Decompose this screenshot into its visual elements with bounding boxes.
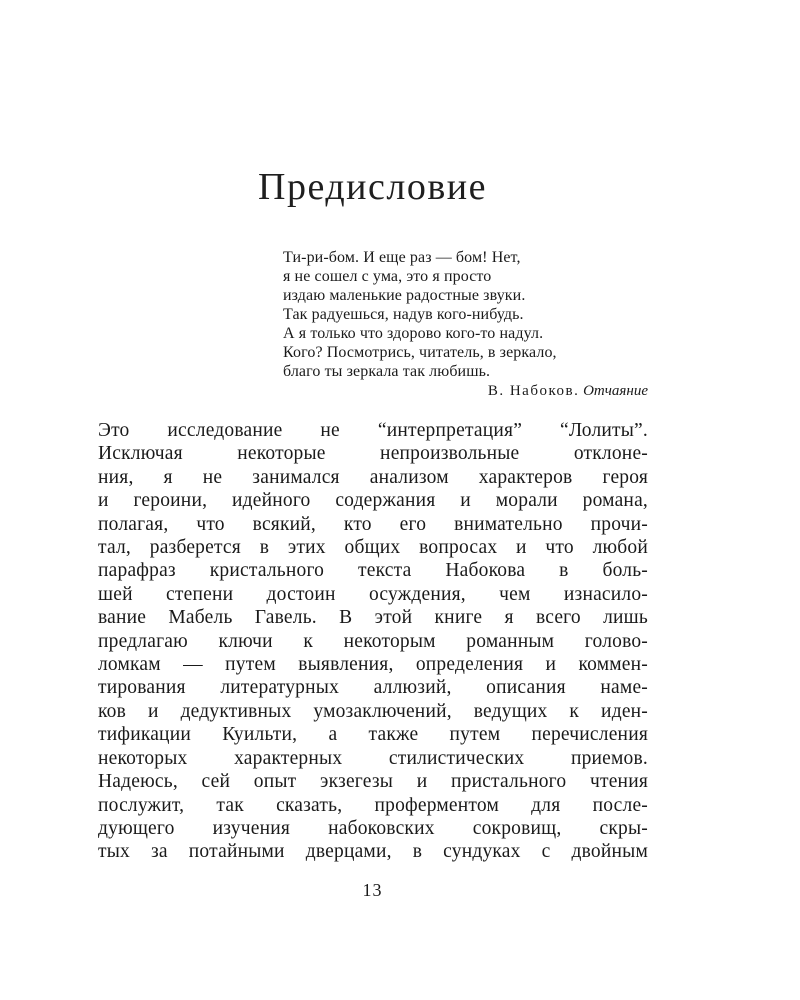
page-number: 13: [362, 880, 383, 900]
body-line: и героини, идейного содержания и морали романа,: [98, 490, 648, 512]
body-line: Надеюсь, сей опыт экзегезы и пристального чтения: [98, 771, 648, 793]
body-line: вание Мабель Гавель. В этой книге я всего лишь: [98, 607, 648, 629]
body-line: тификации Куильти, а также путем перечисления: [98, 724, 648, 746]
body-line: ния, я не занимался анализом характеров героя: [98, 466, 648, 488]
epigraph-line: я не сошел с ума, это я просто: [283, 268, 492, 285]
epigraph-line: благо ты зеркала так любишь.: [283, 363, 491, 380]
body-line: ломкам — путем выявления, определения и коммен-: [98, 654, 648, 676]
body-text: [98, 419, 648, 864]
body-line: послужит, так сказать, проферментом для после-: [98, 794, 648, 816]
body-line: тых за потайными дверцами, в сундуках с двойным: [98, 841, 648, 863]
epigraph-line: Так радуешься, надув кого-нибудь.: [283, 306, 524, 323]
epigraph-author: В. Набоков.: [487, 383, 580, 399]
body-line: дующего изучения набоковских сокровищ, скры-: [98, 817, 648, 839]
body-line: Это исследование не “интерпретация” “Лолиты”.: [98, 420, 648, 441]
epigraph-line: Ти-ри-бом. И еще раз — бом! Нет,: [283, 249, 521, 266]
body-line: некоторых характерных стилистических приемов.: [98, 747, 648, 769]
page-title: Предисловие: [258, 166, 487, 208]
epigraph: [283, 248, 648, 401]
body-line: шей степени достоин осуждения, чем изнасило-: [98, 583, 648, 605]
epigraph-work-title: Отчаяние: [583, 383, 648, 399]
body-line: парафраз кристального текста Набокова в боль-: [98, 560, 648, 582]
body-line: ков и дедуктивных умозаключений, ведущих к иден-: [98, 700, 648, 722]
body-line: тирования литературных аллюзий, описания наме-: [98, 677, 648, 699]
epigraph-attribution: [283, 382, 648, 401]
epigraph-line: Кого? Посмотрись, читатель, в зеркало,: [283, 344, 557, 361]
body-line: предлагаю ключи к некоторым романным голово-: [98, 630, 648, 652]
body-line: Исключая некоторые непроизвольные отклоне-: [98, 443, 648, 465]
epigraph-line: издаю маленькие радостные звуки.: [283, 287, 526, 304]
body-line: полагая, что всякий, кто его внимательно прочи-: [98, 513, 648, 535]
epigraph-line: А я только что здорово кого-то надул.: [283, 325, 544, 342]
body-line: тал, разберется в этих общих вопросах и что любой: [98, 537, 648, 559]
